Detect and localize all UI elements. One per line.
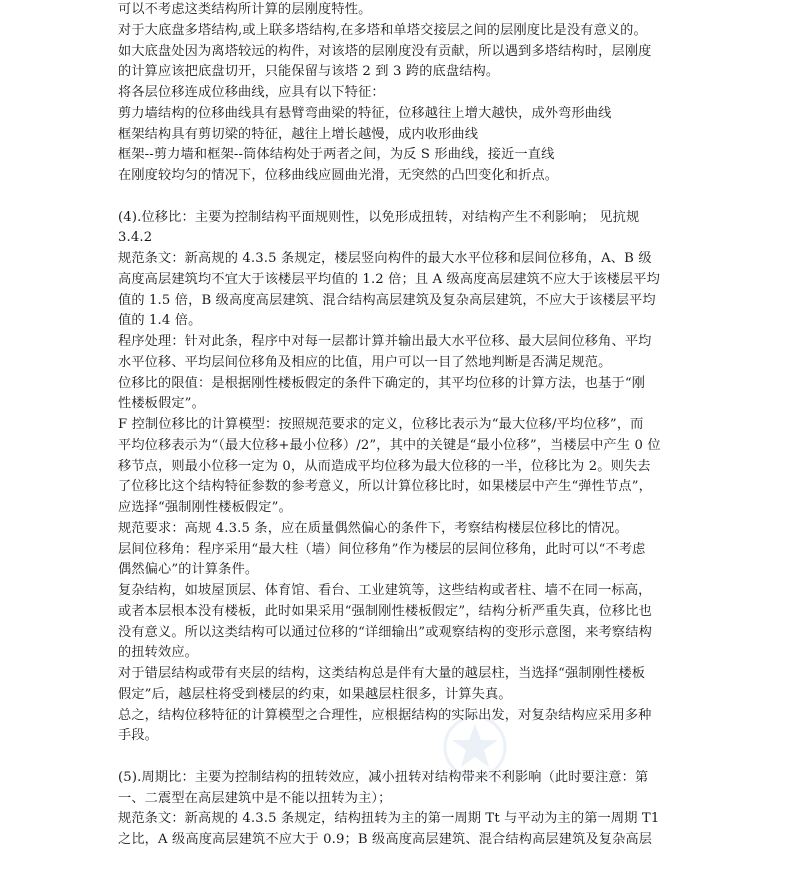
text-line: 规范条文：新高规的 4.3.5 条规定，结构扭转为主的第一周期 Tt 与平动为主的第一周期 T1 — [118, 811, 660, 827]
text-line: 的扭转效应。 — [118, 645, 199, 661]
text-line — [118, 747, 678, 768]
text-line: 的计算应该把底盘切开，只能保留与该塔 2 到 3 跨的底盘结构。 — [118, 64, 500, 80]
text-line: (4).位移比：主要为控制结构平面规则性，以免形成扭转，对结构产生不利影响； 见抗规 — [118, 209, 640, 225]
text-line: 假定”后，越层柱将受到楼层的约束，如果越层柱很多，计算失真。 — [118, 686, 512, 702]
text-line: 规范要求：高规 4.3.5 条，应在质量偶然偏心的条件下，考察结构楼层位移比的情况。 — [118, 520, 628, 536]
text-line: 值的 1.5 倍，B 级高度高层建筑、混合结构高层建筑及复杂高层建筑，不应大于该楼层平均 — [118, 292, 656, 308]
document-page — [118, 0, 678, 851]
text-line: 位移比的限值：是根据刚性楼板假定的条件下确定的，其平均位移的计算方法，也基于“刚 — [118, 375, 646, 391]
text-line: 在刚度较均匀的情况下，位移曲线应圆曲光滑，无突然的凸凹变化和折点。 — [118, 168, 559, 183]
text-line: 或者本层根本没有楼板，此时如果采用“强制刚性楼板假定”，结构分析严重失真，位移比也 — [118, 603, 652, 619]
text-line: 移节点，则最小位移一定为 0，从而造成平均位移为最大位移的一半，位移比为 2。则失去 — [118, 458, 651, 474]
text-line: 之比，A 级高度高层建筑不应大于 0.9；B 级高度高层建筑、混合结构高层建筑及复杂高层 — [118, 832, 653, 847]
text-line: 框架结构具有剪切梁的特征，越往上增长越慢，成内收形曲线 — [118, 126, 479, 142]
text-line: 对于大底盘多塔结构,或上联多塔结构,在多塔和单塔交接层之间的层刚度比是没有意义的。 — [118, 22, 647, 38]
text-line: 层间位移角：程序采用“最大柱（墙）间位移角”作为楼层的层间位移角，此时可以“不考虑 — [118, 541, 646, 557]
text-line: 一、二震型在高层建筑中是不能以扭转为主）； — [118, 790, 392, 806]
text-line: 复杂结构，如坡屋顶层、体育馆、看台、工业建筑等，这些结构或者柱、墙不在同一标高， — [118, 583, 652, 598]
text-line: 没有意义。所以这类结构可以通过位移的“详细输出”或观察结构的变形示意图，来考察结构 — [118, 624, 652, 640]
text-line: 水平位移、平均层间位移角及相应的比值，用户可以一目了然地判断是否满足规范。 — [118, 354, 612, 370]
text-line: 应选择“强制刚性楼板假定”。 — [118, 500, 292, 515]
text-line: 高度高层建筑均不宜大于该楼层平均值的 1.2 倍；且 A 级高度高层建筑不应大于该楼层平均 — [118, 271, 660, 287]
text-line: 3.4.2 — [118, 230, 153, 246]
text-line: 可以不考虑这类结构所计算的层刚度特性。 — [118, 2, 372, 17]
text-line: 偶然偏心”的计算条件。 — [118, 562, 259, 578]
text-line: 对于错层结构或带有夹层的结构，这类结构总是伴有大量的越层柱，当选择“强制刚性楼板 — [118, 666, 646, 681]
text-line: (5).周期比：主要为控制结构的扭转效应，减小扭转对结构带来不利影响（此时要注意：第 — [118, 769, 649, 785]
text-line — [118, 187, 678, 208]
text-line: 规范条文：新高规的 4.3.5 条规定，楼层竖向构件的最大水平位移和层间位移角，A、B 级 — [118, 251, 652, 266]
text-line: 框架--剪力墙和框架--筒体结构处于两者之间，为反 S 形曲线，接近一直线 — [118, 147, 555, 163]
text-line: 性楼板假定”。 — [118, 396, 205, 412]
text-line: 如大底盘处因为离塔较远的构件，对该塔的层刚度没有贡献，所以遇到多塔结构时，层刚度 — [118, 43, 652, 59]
text-line: 了位移比这个结构特征参数的参考意义，所以计算位移比时，如果楼层中产生“弹性节点”， — [118, 479, 652, 495]
text-line: 剪力墙结构的位移曲线具有悬臂弯曲梁的特征，位移越往上增大越快，成外弯形曲线 — [118, 105, 612, 121]
text-line: 平均位移表示为“（最大位移+最小位移）/2”，其中的关键是“最小位移”，当楼层中产生 0 位 — [118, 437, 661, 453]
text-line: F 控制位移比的计算模型：按照规范要求的定义，位移比表示为“最大位移/平均位移”，而 — [118, 417, 644, 432]
text-line: 总之，结构位移特征的计算模型之合理性，应根据结构的实际出发，对复杂结构应采用多种 — [118, 707, 652, 723]
text-line: 值的 1.4 倍。 — [118, 313, 202, 329]
text-line: 手段。 — [118, 728, 159, 744]
text-line: 程序处理：针对此条，程序中对每一层都计算并输出最大水平位移、最大层间位移角、平均 — [118, 334, 652, 349]
text-line: 将各层位移连成位移曲线，应具有以下特征： — [118, 85, 385, 100]
